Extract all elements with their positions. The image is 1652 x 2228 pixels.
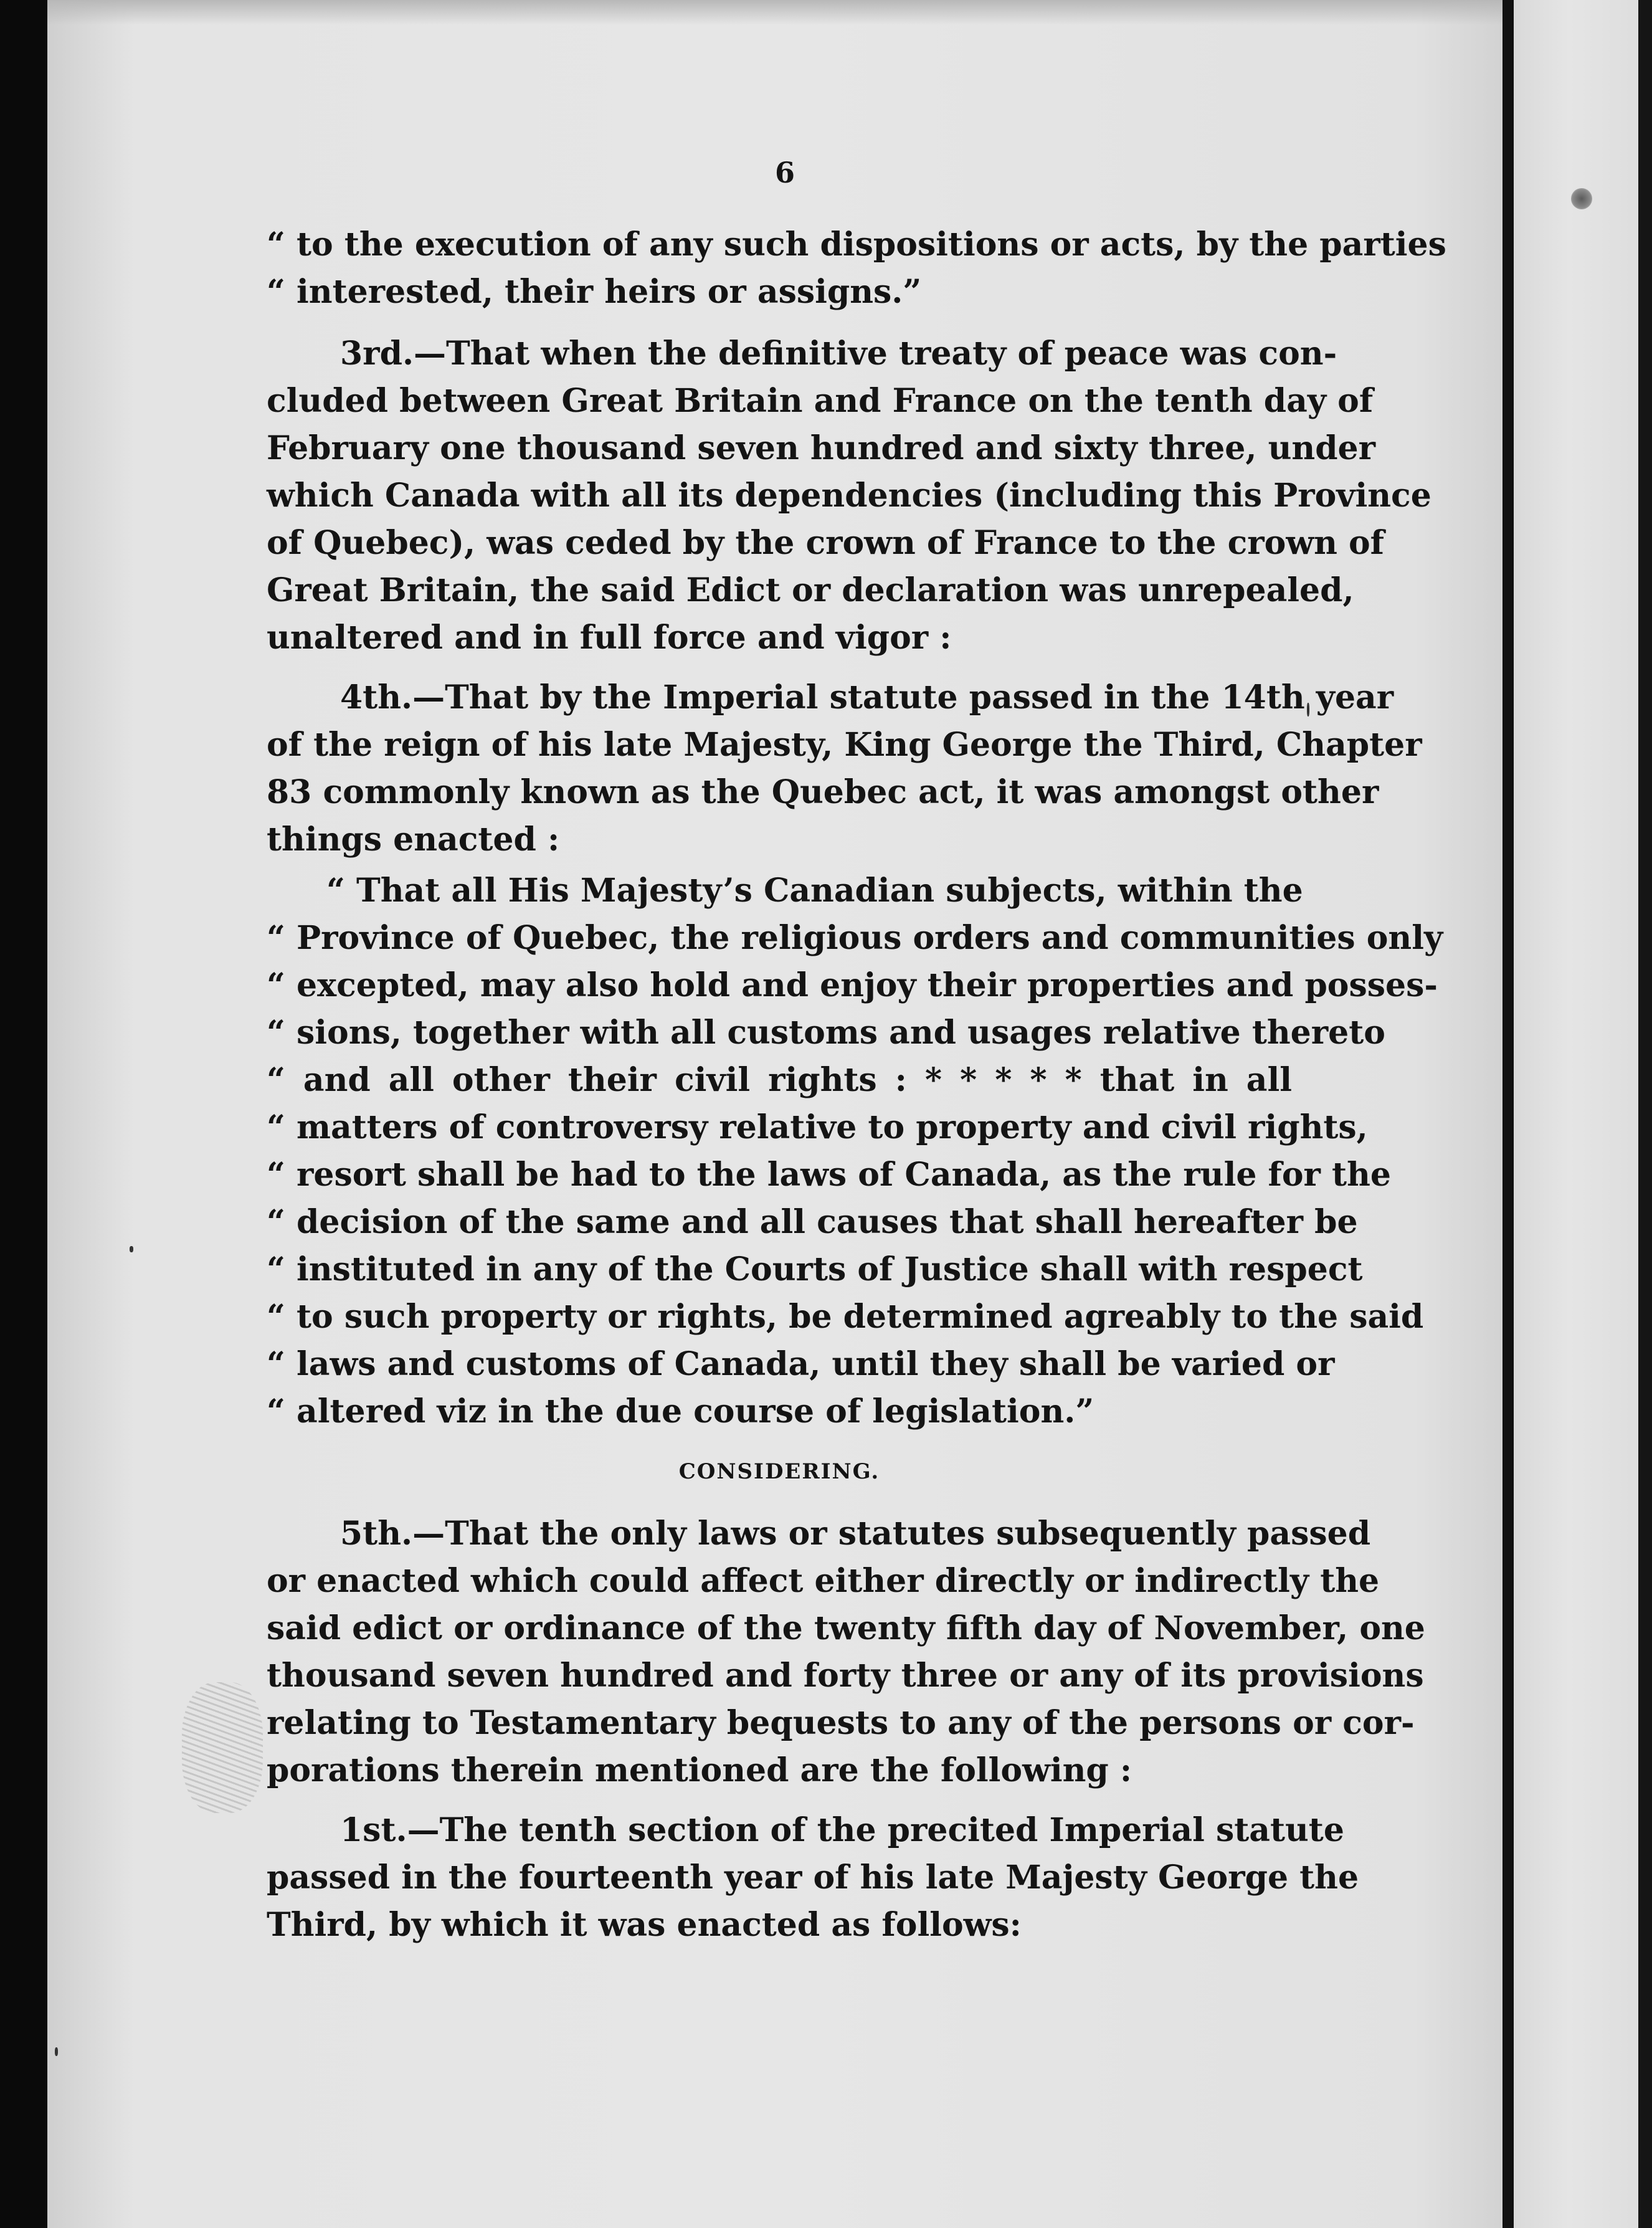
quote-continuation <box>267 221 1446 316</box>
quebec-act-quote <box>267 867 1443 1435</box>
text-line: 5th.—That the only laws or statutes subsequently passed <box>340 1515 1371 1553</box>
text-line: “ decision of the same and all causes that shall hereafter be <box>267 1203 1358 1241</box>
ink-blot <box>1571 188 1592 209</box>
page-number: 6 <box>774 156 795 189</box>
text-line: 3rd.—That when the definitive treaty of peace was con- <box>340 335 1337 373</box>
text-line: cluded between Great Britain and France on the tenth day of <box>267 382 1374 420</box>
text-line: of Quebec), was ceded by the crown of France to the crown of <box>267 524 1385 562</box>
text-line: unaltered and in full force and vigor : <box>267 619 952 657</box>
text-line: “ to such property or rights, be determined agreably to the said <box>267 1298 1424 1336</box>
text-line: “ and all other their civil rights : * * * * * that in all <box>267 1061 1292 1099</box>
text-line: 1st.—The tenth section of the precited Imperial statute <box>340 1811 1344 1849</box>
scan-border <box>1638 0 1652 2228</box>
section-heading: CONSIDERING. <box>678 1459 880 1484</box>
text-line: February one thousand seven hundred and sixty three, under <box>267 429 1376 467</box>
text-line: Great Britain, the said Edict or declaration was unrepealed, <box>267 571 1354 609</box>
text-line: “ That all His Majesty’s Canadian subjects, within the <box>326 872 1303 910</box>
text-line: “ interested, their heirs or assigns.” <box>267 273 922 311</box>
text-line: 83 commonly known as the Quebec act, it was amongst other <box>267 773 1379 811</box>
paper-stain <box>182 1682 263 1813</box>
text-line: “ excepted, may also hold and enjoy their properties and posses- <box>267 966 1438 1004</box>
text-line: “ to the execution of any such dispositions or acts, by the parties <box>267 226 1446 264</box>
text-line: “ sions, together with all customs and usages relative thereto <box>267 1014 1385 1052</box>
text-line: said edict or ordinance of the twenty fifth day of November, one <box>267 1609 1425 1647</box>
text-line: “ matters of controversy relative to property and civil rights, <box>267 1108 1368 1146</box>
text-line: 4th.—That by the Imperial statute passed in the 14th year <box>340 678 1394 716</box>
text-line: “ laws and customs of Canada, until they shall be varied or <box>267 1345 1335 1383</box>
text-line: “ Province of Quebec, the religious orders and communities only <box>267 919 1443 957</box>
page-shadow <box>47 0 1502 25</box>
text-line: “ altered viz in the due course of legislation.” <box>267 1392 1094 1431</box>
dust-speck <box>55 2047 58 2056</box>
text-line: of the reign of his late Majesty, King George the Third, Chapter <box>267 726 1422 764</box>
adjacent-page-edge <box>1514 0 1652 2228</box>
page-gutter <box>1502 0 1514 2228</box>
text-line: passed in the fourteenth year of his late Majesty George the <box>267 1859 1359 1897</box>
text-line: Third, by which it was enacted as follows: <box>267 1906 1022 1944</box>
text-line: thousand seven hundred and forty three or any of its provisions <box>267 1657 1424 1695</box>
dust-speck <box>130 1246 133 1252</box>
paragraph-3rd <box>267 330 1431 662</box>
text-line: porations therein mentioned are the following : <box>267 1751 1132 1789</box>
paragraph-1st <box>267 1807 1359 1949</box>
paragraph-5th <box>267 1510 1425 1794</box>
text-line: or enacted which could affect either directly or indirectly the <box>267 1562 1380 1600</box>
paragraph-4th <box>267 674 1422 864</box>
text-line: “ resort shall be had to the laws of Canada, as the rule for the <box>267 1156 1391 1194</box>
text-line: relating to Testamentary bequests to any of the persons or cor- <box>267 1704 1415 1742</box>
text-line: things enacted : <box>267 821 560 859</box>
text-line: which Canada with all its dependencies (including this Province <box>267 477 1431 515</box>
text-line: “ instituted in any of the Courts of Justice shall with respect <box>267 1250 1363 1288</box>
